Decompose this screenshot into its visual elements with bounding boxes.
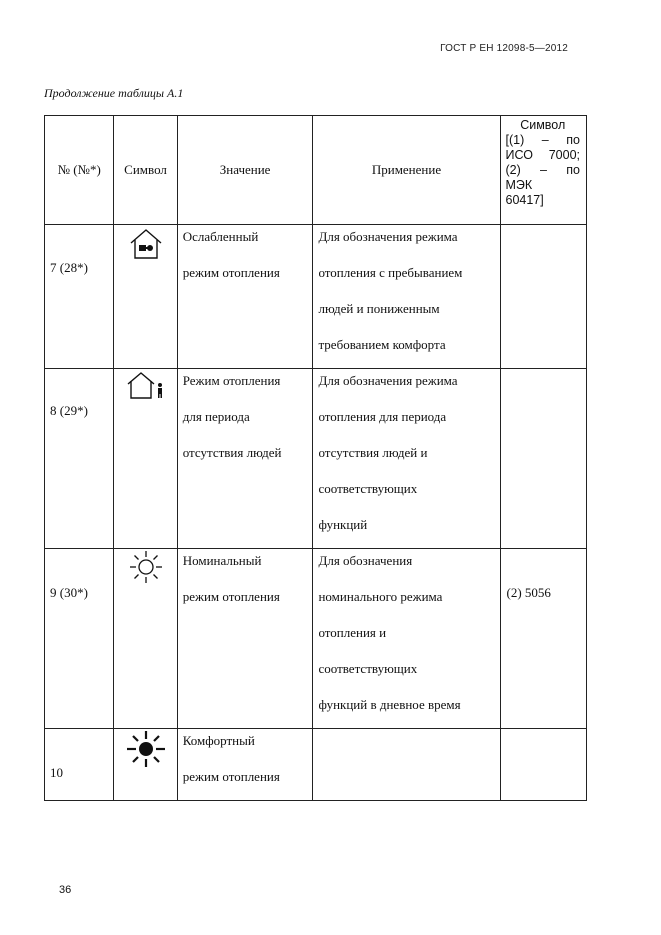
col-header-meaning: Значение bbox=[177, 116, 313, 225]
meaning-line: режим отопления bbox=[182, 265, 280, 280]
symbol-ref-cell: (2) 5056 bbox=[506, 585, 551, 600]
application-line: отопления для периода bbox=[318, 409, 447, 424]
ref-header-line: [(1) – по bbox=[505, 133, 580, 147]
table-caption: Продолжение таблицы А.1 bbox=[44, 86, 184, 100]
meaning-line: режим отопления bbox=[182, 589, 280, 604]
row-number: 8 (29*) bbox=[50, 403, 88, 418]
application-cell bbox=[313, 729, 500, 801]
meaning-line: Номинальный bbox=[182, 553, 262, 568]
application-line: отопления с пребыванием bbox=[318, 265, 463, 280]
table-row bbox=[45, 225, 587, 369]
sun-filled-icon bbox=[126, 730, 166, 768]
application-line: требованием комфорта bbox=[318, 337, 446, 352]
symbol-ref-cell bbox=[500, 225, 587, 369]
page-number: 36 bbox=[59, 884, 72, 896]
col-header-symbol-ref bbox=[500, 116, 587, 225]
application-line: функций в дневное время bbox=[318, 697, 461, 712]
meaning-line: Ослабленный bbox=[182, 229, 259, 244]
application-line: Для обозначения bbox=[318, 553, 413, 568]
sun-outline-icon bbox=[129, 550, 163, 584]
symbols-table bbox=[44, 115, 587, 801]
meaning-line: режим отопления bbox=[182, 769, 280, 784]
row-number: 10 bbox=[50, 765, 63, 780]
application-line: Для обозначения режима bbox=[318, 373, 458, 388]
absence-heating-house-icon bbox=[126, 370, 166, 402]
reduced-heating-house-icon bbox=[129, 227, 163, 261]
ref-header-line: Символ bbox=[520, 118, 566, 132]
col-header-application: Применение bbox=[313, 116, 500, 225]
col-header-symbol: Символ bbox=[114, 116, 177, 225]
ref-header-line: 60417] bbox=[505, 193, 544, 207]
meaning-line: для периода bbox=[182, 409, 250, 424]
table-row bbox=[45, 369, 587, 549]
application-line: отсутствия людей и bbox=[318, 445, 428, 460]
ref-header-line: ИСО 7000; bbox=[505, 148, 580, 162]
row-number: 7 (28*) bbox=[50, 260, 88, 275]
meaning-line: Режим отопления bbox=[182, 373, 281, 388]
document-standard-header: ГОСТ Р ЕН 12098-5—2012 bbox=[440, 43, 568, 54]
application-line: номинального режима bbox=[318, 589, 443, 604]
application-line: соответствующих bbox=[318, 481, 418, 496]
meaning-line: Комфортный bbox=[182, 733, 255, 748]
application-line: Для обозначения режима bbox=[318, 229, 458, 244]
table-row bbox=[45, 549, 587, 729]
application-line: соответствующих bbox=[318, 661, 418, 676]
application-line: отопления и bbox=[318, 625, 387, 640]
row-number: 9 (30*) bbox=[50, 585, 88, 600]
symbol-ref-cell bbox=[500, 729, 587, 801]
ref-header-line: МЭК bbox=[505, 178, 533, 192]
symbol-ref-cell bbox=[500, 369, 587, 549]
application-line: людей и пониженным bbox=[318, 301, 440, 316]
table-row bbox=[45, 729, 587, 801]
col-header-num: № (№*) bbox=[45, 116, 114, 225]
table-header-row bbox=[45, 116, 587, 225]
ref-header-line: (2) – по bbox=[505, 163, 580, 177]
application-line: функций bbox=[318, 517, 368, 532]
meaning-line: отсутствия людей bbox=[182, 445, 282, 460]
